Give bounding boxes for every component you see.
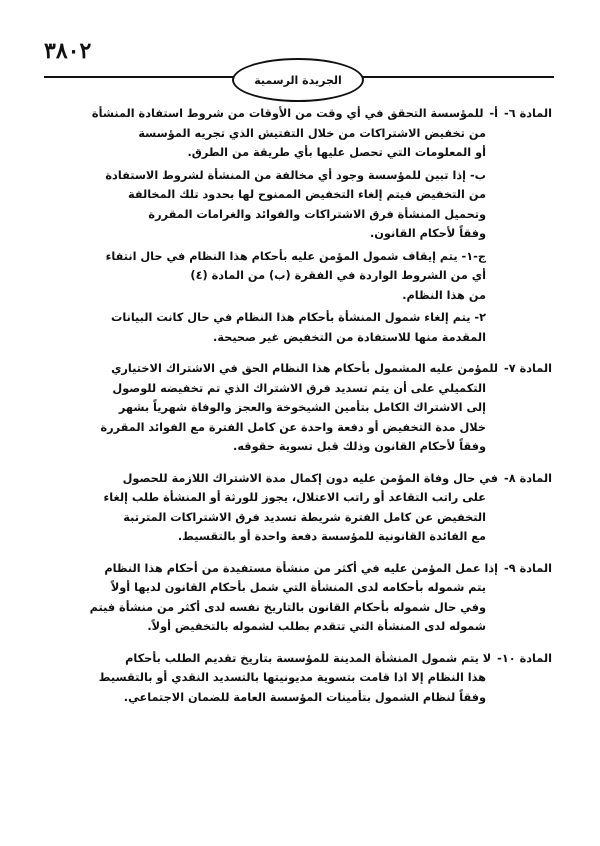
article-text-line: يتم إيقاف شمول المؤمن عليه بأحكام هذا النظام في حال انتفاء [105,249,458,263]
article-6-item-c2 [44,308,486,347]
article-text-line: مع الفائدة القانونية للمؤسسة دفعة واحدة أو بالتقسيط. [177,530,486,543]
item-marker: ج-١- [461,249,486,263]
article-text-line: خلال مدة التخفيض أو دفعة واحدة عن كامل الفترة مع الفوائد المقررة [100,420,486,434]
article-label: المادة ٧- [504,362,552,375]
article-text-line: وفقاً لنظام الشمول بتأمينات المؤسسة العامة للضمان الاجتماعي. [123,690,486,704]
article-6-item-a [44,124,486,163]
article-text-line: يتم شموله بأحكامه لدى المنشأة التي شمل بأحكام القانون لديها أولاً [110,581,486,594]
article-text-line: وتحميل المنشأة فرق الاشتراكات والفوائد والغرامات المقررة [148,207,486,221]
article-text-line: إذا عمل المؤمن عليه في أكثر من منشأة مستفيدة من أحكام هذا النظام [104,561,499,575]
article-6 [44,104,552,347]
article-text-line: وفقاً لأحكام القانون وذلك قبل تسوية حقوقه. [233,440,486,453]
article-text-line: للمؤمن عليه المشمول بأحكام هذا النظام الحق في الاشتراك الاختياري [111,362,499,375]
article-text-line: أو المعلومات التي تحصل عليها بأي طريقة من الطرق. [187,146,486,159]
article-text-line: من هذا النظام. [402,288,486,302]
gazette-title-oval [232,58,364,102]
article-text-line: المقدمة منها للاستفادة من التخفيض غير صحيحة. [213,330,486,344]
article-6-item-c1 [44,247,486,306]
article-text-line: يتم إلغاء شمول المنشأة بأحكام هذا النظام في حال كانت البيانات [110,311,471,324]
article-text-line: وفقاً لأحكام القانون. [369,227,486,240]
article-text-line: من التخفيض فيتم إلغاء التخفيض الممنوح لها بحدود تلك المخالفة [127,188,486,201]
article-8 [44,469,552,547]
article-text-line: على راتب التقاعد أو راتب الاعتلال، يجوز للورثة أو المنشأة طلب إلغاء [103,491,486,504]
article-text-line: إذا تبين للمؤسسة وجود أي مخالفة من المنشأة لشروط الاستفادة [105,168,467,182]
article-text-line: التكميلي على أن يتم تسديد فرق الاشتراك الذي تم تخفيضه للوصول [112,381,486,395]
article-text-line: من تخفيض الاشتراكات من خلال التفتيش الذي تجريه المؤسسة [138,126,486,140]
article-text-line: في حال وفاة المؤمن عليه دون إكمال مدة الاشتراك اللازمة للحصول [122,471,499,485]
article-text-line: شموله لدى المنشأة التي تتقدم بطلب لشموله بالتخفيض أولاً. [147,620,486,633]
article-label: المادة ٨- [504,471,552,485]
article-label: المادة ١٠- [497,651,552,665]
article-text-line: إلى الاشتراك الكامل بتأمين الشيخوخة والعجز والوفاة شهرياً بشهر [118,401,486,414]
article-text-line: أي من الشروط الواردة في الفقرة (ب) من المادة (٤) [190,269,486,282]
item-marker: ب- [469,168,486,182]
article-text-line: للمؤسسة التحقق في أي وقت من الأوقات من شروط استفادة المنشأة [91,107,484,120]
article-label: المادة ٦- [504,107,552,120]
page-number: ٣٨٠٢ [44,38,92,64]
article-6-item-b [44,166,486,244]
article-label: المادة ٩- [504,561,552,575]
article-6-first-line [44,104,552,124]
article-9 [44,559,552,637]
item-marker: ٢- [474,311,486,324]
gazette-title: الجريدة الرسمية [254,73,342,87]
article-text-line: هذا النظام إلا اذا قامت بتسوية مديونيتها بالتسديد النقدي أو بالتقسيط [98,671,486,684]
article-7 [44,359,552,457]
article-text-line: التخفيض عن كامل الفترة شريطة تسديد فرق الاشتراكات المترتبة [123,510,486,524]
document-body [44,104,552,719]
article-text-line: لا يتم شمول المنشأة المدينة للمؤسسة بتاريخ تقديم الطلب بأحكام [125,651,492,665]
article-10 [44,649,552,708]
article-text-line: وفي حال شموله بأحكام القانون بالتاريخ نفسه لدى أكثر من منشأة فيتم [89,600,486,614]
item-marker: أ- [489,107,499,120]
